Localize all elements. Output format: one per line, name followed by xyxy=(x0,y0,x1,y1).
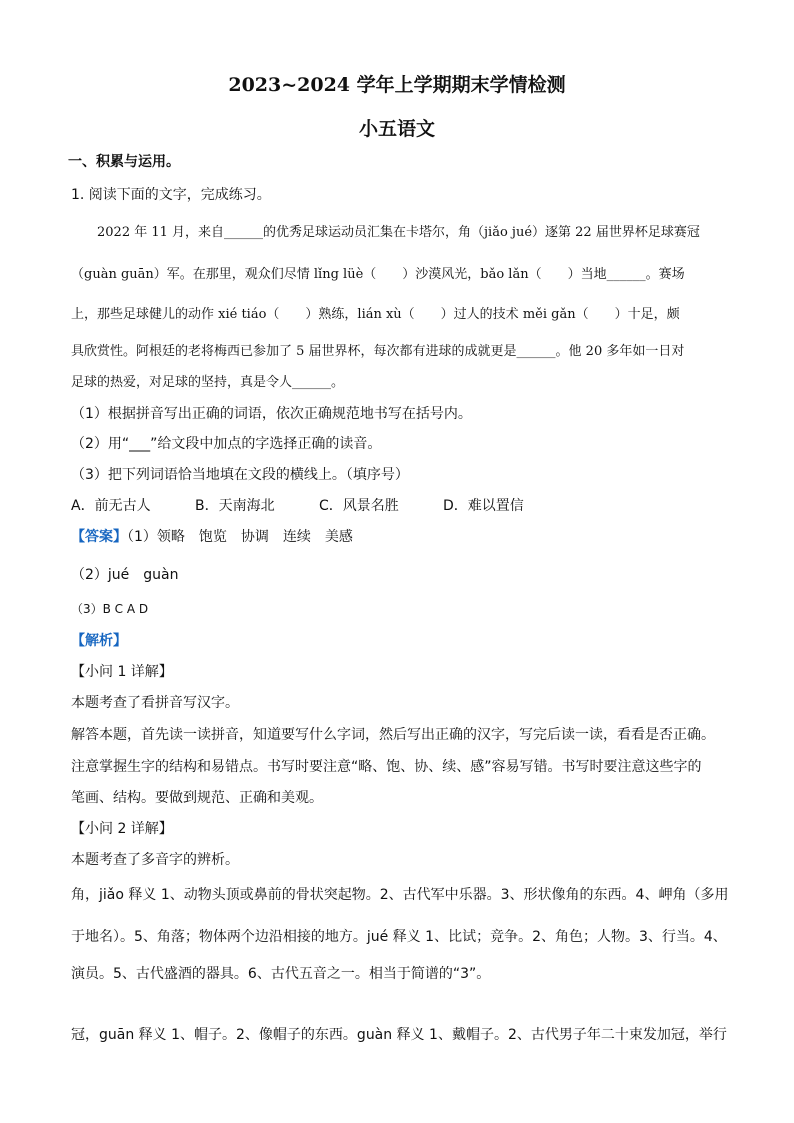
analysis-line: 解答本题，首先读一读拼音，知道要写什么字词，然后写出正确的汉字，写完后读一读，看看是否正确。 xyxy=(71,727,715,743)
sub-question-1: （1）根据拼音写出正确的词语，依次正确规范地书写在括号内。 xyxy=(71,406,472,422)
question-stem: 1. 阅读下面的文字，完成练习。 xyxy=(71,187,271,203)
analysis-line: 于地名）。5、角落；物体两个边沿相接的地方。jué 释义 1、比试；竞争。2、角色；人物。3、行当。4、 xyxy=(71,929,727,945)
answer-word: 饱览 xyxy=(198,529,227,545)
analysis-line: 冠，guān 释义 1、帽子。2、像帽子的东西。guàn 释义 1、戴帽子。2、古代男子年二十束发加冠，举行 xyxy=(71,1027,727,1043)
answer-word: 领略 xyxy=(156,529,185,545)
options-row xyxy=(71,495,567,515)
passage-line: （guàn guān）军。在那里，观众们尽情 lǐng lüè（ ）沙漠风光，bǎo lǎn（ ）当地______。赛场 xyxy=(71,267,685,282)
answer-row-1 xyxy=(71,526,367,546)
option-b: B．天南海北 xyxy=(195,498,275,514)
page-subtitle: 小五语文 xyxy=(358,118,435,140)
analysis-line: 角，jiǎo 释义 1、动物头顶或鼻前的骨状突起物。2、古代军中乐器。3、形状像角的东西。4、岬角（多用 xyxy=(71,887,729,903)
section-heading: 一、积累与运用。 xyxy=(68,154,180,170)
analysis-tag: 【解析】 xyxy=(71,633,127,649)
passage-line: 具欣赏性。阿根廷的老将梅西已参加了 5 届世界杯，每次都有进球的成就更是______。他 20 多年如一日对 xyxy=(71,344,685,359)
analysis-line: 演员。5、古代盛酒的器具。6、古代五音之一。相当于简谱的“3”。 xyxy=(71,966,491,982)
analysis-line: 笔画、结构。要做到规范、正确和美观。 xyxy=(71,790,323,806)
sub-answer-heading-2: 【小问 2 详解】 xyxy=(71,821,173,837)
answer-word: 美感 xyxy=(324,529,353,545)
answer-tag: 【答案】 xyxy=(71,529,127,545)
option-d: D．难以置信 xyxy=(443,498,524,514)
answer-row-3: （3）B C A D xyxy=(71,602,149,616)
answer-row-2: （2）jué guàn xyxy=(71,567,179,583)
sub-question-2: （2）用“___”给文段中加点的字选择正确的读音。 xyxy=(71,436,382,452)
passage-line: 足球的热爱，对足球的坚持，真是令人______。 xyxy=(71,375,345,390)
analysis-line: 本题考查了多音字的辨析。 xyxy=(71,852,239,868)
sub-question-3: （3）把下列词语恰当地填在文段的横线上。（填序号） xyxy=(71,467,409,483)
answer-part1-prefix: （1） xyxy=(127,529,157,545)
analysis-line: 注意掌握生字的结构和易错点。书写时要注意“略、饱、协、续、感”容易写错。书写时要注意这些字的 xyxy=(71,759,702,775)
option-c: C．风景名胜 xyxy=(319,498,399,514)
answer-word: 协调 xyxy=(240,529,269,545)
analysis-line: 本题考查了看拼音写汉字。 xyxy=(71,695,239,711)
sub-answer-heading-1: 【小问 1 详解】 xyxy=(71,664,173,680)
answer-word: 连续 xyxy=(282,529,311,545)
passage-line: 2022 年 11 月，来自______的优秀足球运动员汇集在卡塔尔，角（jiǎo jué）逐第 22 届世界杯足球赛冠 xyxy=(71,225,700,240)
page-title: 2023~2024 学年上学期期末学情检测 xyxy=(228,74,566,96)
option-a: A．前无古人 xyxy=(71,498,151,514)
passage-line: 上，那些足球健儿的动作 xié tiáo（ ）熟练，lián xù（ ）过人的技术 měi gǎn（ ）十足，颇 xyxy=(71,307,680,322)
